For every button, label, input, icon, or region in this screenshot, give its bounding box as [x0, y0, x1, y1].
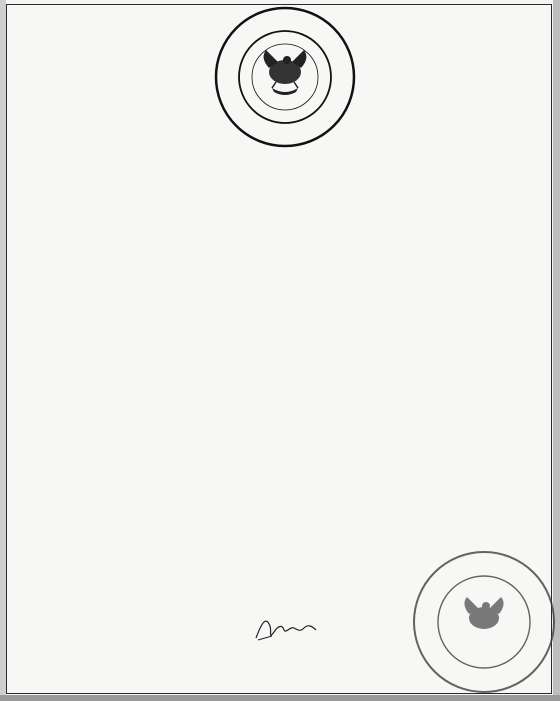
court-stamp-bottom	[410, 548, 558, 696]
judicial-seal-top	[214, 6, 356, 148]
handwritten-signature	[252, 612, 332, 642]
